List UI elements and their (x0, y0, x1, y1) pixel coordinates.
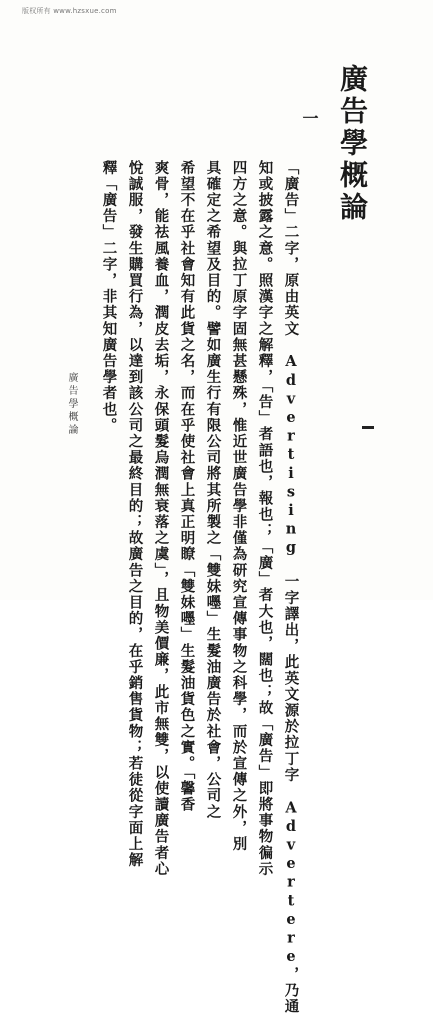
body-column-6: 爽骨，能祛風養血，潤皮去垢，永保頭髮烏潤無衰落之虞」，且物美價廉，此市無雙，以使讀廣告者心 (152, 160, 170, 878)
watermark-text: 版权所有 www.hzsxue.com (22, 7, 117, 15)
page-title: 廣告學概論 (336, 64, 369, 224)
page-number-mark (362, 426, 374, 429)
body-column-7: 悅誠服，發生購買行為，以達到該公司之最終目的；故廣告之目的，在乎銷售貨物；若徒從字面上解 (126, 160, 144, 869)
running-title: 廣告學概論 (66, 372, 77, 437)
chapter-number: 一 (300, 110, 319, 126)
body-column-4: 具確定之希望及目的。譬如廣生行有限公司將其所製之「雙妹嚜」生髮油廣告於社會，公司之 (204, 160, 222, 821)
body-column-2: 知或披露之意。照漢字之解釋，「告」者語也，報也；「廣」者大也，闊也；故「廣告」即將事物徧示 (256, 160, 274, 878)
body-column-3: 四方之意。與拉丁原字固無甚懸殊，惟近世廣告學非僅為研究宣傳事物之科學，而於宣傳之外，別 (230, 160, 248, 853)
body-column-5: 希望不在乎社會知有此貨之名，而在乎使社會上真正明瞭「雙妹嚜」生髮油貨色之實。「馨香 (178, 160, 196, 813)
body-column-8: 釋「廣告」二字，非其知廣告學者也。 (100, 160, 118, 434)
body-column-1: 「廣告」二字，原由英文 Advertising 一字譯出，此英文源於拉丁字 Advertere，乃通 (282, 160, 300, 1015)
